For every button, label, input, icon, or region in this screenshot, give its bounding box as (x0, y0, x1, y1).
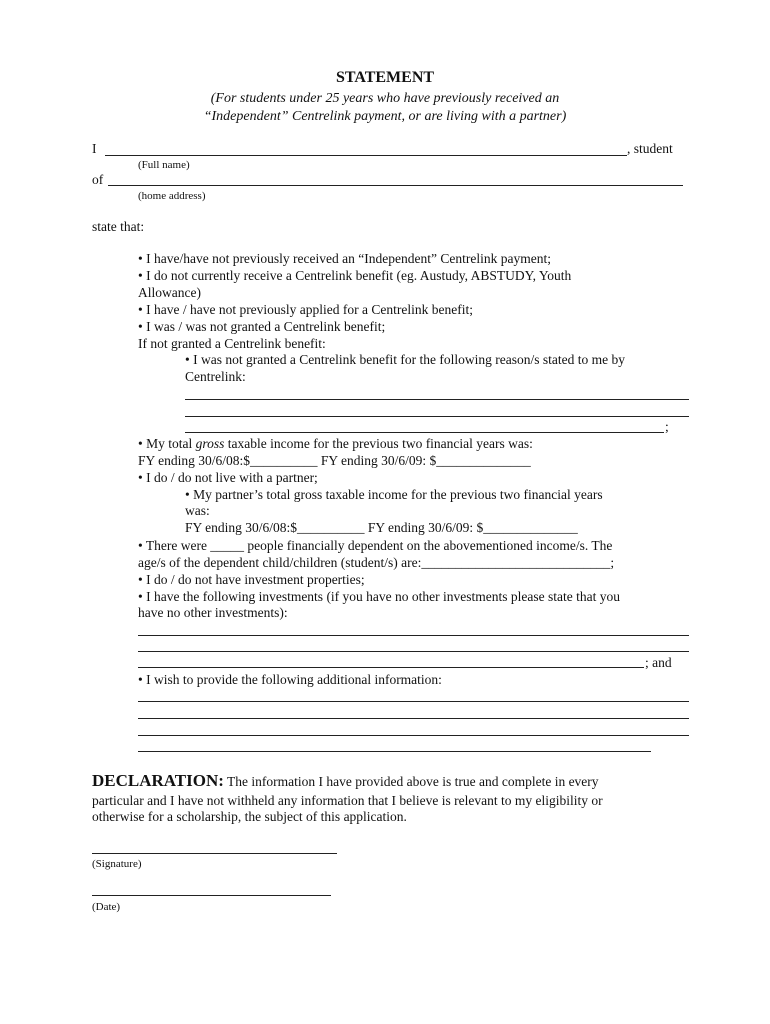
student-suffix: , student (627, 141, 673, 156)
investments-answer-line-2[interactable] (138, 651, 689, 652)
investments-answer-line-3[interactable] (138, 667, 644, 668)
additional-info-line-1[interactable] (138, 701, 689, 702)
statement-partner-income-line-1: • My partner’s total gross taxable income for the previous two financial years (185, 487, 603, 502)
declaration-line-3: otherwise for a scholarship, the subject of this application. (92, 809, 407, 824)
statement-applied-benefit: • I have / have not previously applied for a Centrelink benefit; (138, 302, 473, 317)
page-title: STATEMENT (335, 69, 435, 86)
full-name-hint: (Full name) (138, 159, 190, 171)
statement-investments-line-1: • I have the following investments (if you have no other investments please state that you (138, 589, 620, 604)
statement-additional-info: • I wish to provide the following additional information: (138, 672, 442, 687)
reason-answer-line-1[interactable] (185, 399, 689, 400)
additional-info-line-3[interactable] (138, 735, 689, 736)
investments-answer-line-1[interactable] (138, 635, 689, 636)
statement-investment-properties: • I do / do not have investment properties; (138, 572, 365, 587)
home-address-field[interactable] (108, 185, 683, 186)
full-name-field[interactable] (105, 155, 627, 156)
statement-partner: • I do / do not live with a partner; (138, 470, 318, 485)
state-that-label: state that: (92, 219, 145, 234)
statement-independent-payment: • I have/have not previously received an “Independent” Centrelink payment; (138, 251, 551, 266)
date-field[interactable] (92, 895, 331, 896)
additional-info-line-4[interactable] (138, 751, 651, 752)
statement-current-benefit-line-2: Allowance) (138, 285, 201, 300)
statement-dependents-line-2: age/s of the dependent child/children (student/s) are:____________________________; (138, 555, 615, 570)
declaration-line-2: particular and I have not withheld any information that I believe is relevant to my eligibility or (92, 793, 603, 808)
reason-answer-line-3[interactable] (185, 432, 664, 433)
i-prefix: I (92, 141, 97, 156)
page-subtitle-line-1: (For students under 25 years who have previously received an (210, 91, 560, 106)
declaration-heading: DECLARATION: (92, 771, 224, 790)
additional-info-line-2[interactable] (138, 718, 689, 719)
gross-income-fy-fields[interactable]: FY ending 30/6/08:$__________ FY ending 30/6/09: $______________ (138, 453, 531, 468)
statement-granted-benefit: • I was / was not granted a Centrelink benefit; (138, 319, 386, 334)
partner-income-fy-fields[interactable]: FY ending 30/6/08:$__________ FY ending 30/6/09: $______________ (185, 520, 578, 535)
signature-field[interactable] (92, 853, 337, 854)
signature-hint: (Signature) (92, 858, 142, 870)
reason-end-semicolon: ; (665, 419, 669, 434)
statement-if-not-granted: If not granted a Centrelink benefit: (138, 336, 326, 351)
investments-end-and: ; and (645, 655, 672, 670)
statement-reason-line-2: Centrelink: (185, 369, 246, 384)
statement-reason-line-1: • I was not granted a Centrelink benefit for the following reason/s stated to me by (185, 352, 625, 367)
statement-investments-line-2: have no other investments): (138, 605, 288, 620)
statement-dependents-line-1: • There were _____ people financially dependent on the abovementioned income/s. The (138, 538, 613, 553)
reason-answer-line-2[interactable] (185, 416, 689, 417)
home-address-hint: (home address) (138, 190, 206, 202)
declaration-line-1: DECLARATION: The information I have provided above is true and complete in every (92, 771, 599, 790)
date-hint: (Date) (92, 901, 121, 913)
statement-partner-income-line-2: was: (185, 503, 210, 518)
of-prefix: of (92, 172, 104, 187)
statement-gross-income: • My total gross taxable income for the previous two financial years was: (138, 436, 533, 451)
page-subtitle-line-2: “Independent” Centrelink payment, or are living with a partner) (203, 109, 567, 124)
statement-current-benefit-line-1: • I do not currently receive a Centrelink benefit (eg. Austudy, ABSTUDY, Youth (138, 268, 572, 283)
